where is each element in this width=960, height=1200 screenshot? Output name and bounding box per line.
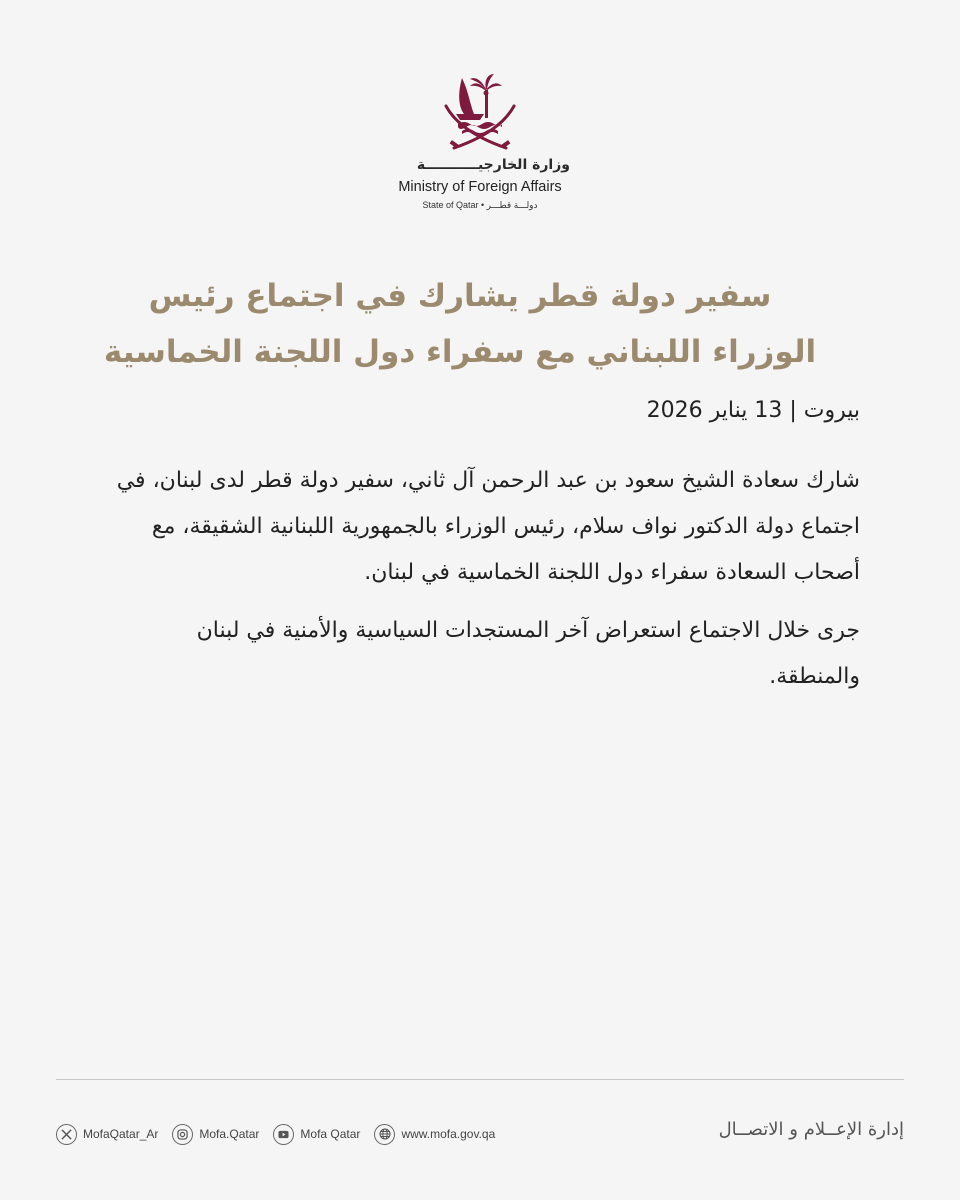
article-body xyxy=(100,458,860,712)
article-paragraph: جرى خلال الاجتماع استعراض آخر المستجدات السياسية والأمنية في لبنان والمنطقة. xyxy=(196,618,860,689)
footer-divider xyxy=(56,1079,904,1080)
ministry-name-english: Ministry of Foreign Affairs xyxy=(398,179,562,195)
department-name: إدارة الإعــلام و الاتصــال xyxy=(718,1119,904,1140)
social-link-youtube[interactable] xyxy=(273,1124,360,1145)
instagram-icon xyxy=(172,1124,193,1145)
social-link-website[interactable] xyxy=(374,1124,495,1145)
social-label: MofaQatar_Ar xyxy=(83,1127,159,1141)
article-title: سفير دولة قطر يشارك في اجتماع رئيس الوزراء اللبناني مع سفراء دول اللجنة الخماسية xyxy=(103,278,817,370)
ministry-name-arabic: وزارة الخارجيـــــــــــة xyxy=(416,157,570,173)
social-link-x[interactable] xyxy=(56,1124,158,1145)
social-links xyxy=(56,1120,509,1148)
social-label: Mofa.Qatar xyxy=(199,1127,260,1141)
x-icon xyxy=(56,1124,77,1145)
article-paragraph: شارك سعادة الشيخ سعود بن عبد الرحمن آل ثاني، سفير دولة قطر لدى لبنان، في اجتماع دولة الدكتور نواف سلام، رئيس الوزراء بالجمهورية اللبنانية الشقيقة، مع أصحاب السعادة سفراء دول اللجنة الخماسية في لبنان. xyxy=(116,468,860,585)
social-label: Mofa Qatar xyxy=(300,1127,361,1141)
social-link-instagram[interactable] xyxy=(172,1124,259,1145)
dateline: بيروت | 13 يناير 2026 xyxy=(646,398,860,423)
youtube-icon xyxy=(273,1124,294,1145)
social-label: www.mofa.gov.qa xyxy=(401,1127,496,1141)
globe-icon xyxy=(374,1124,395,1145)
qatar-emblem-icon xyxy=(440,70,520,152)
ministry-logo xyxy=(380,70,580,220)
state-of-qatar-line: State of Qatar • دولـــة قطـــر xyxy=(422,200,538,210)
